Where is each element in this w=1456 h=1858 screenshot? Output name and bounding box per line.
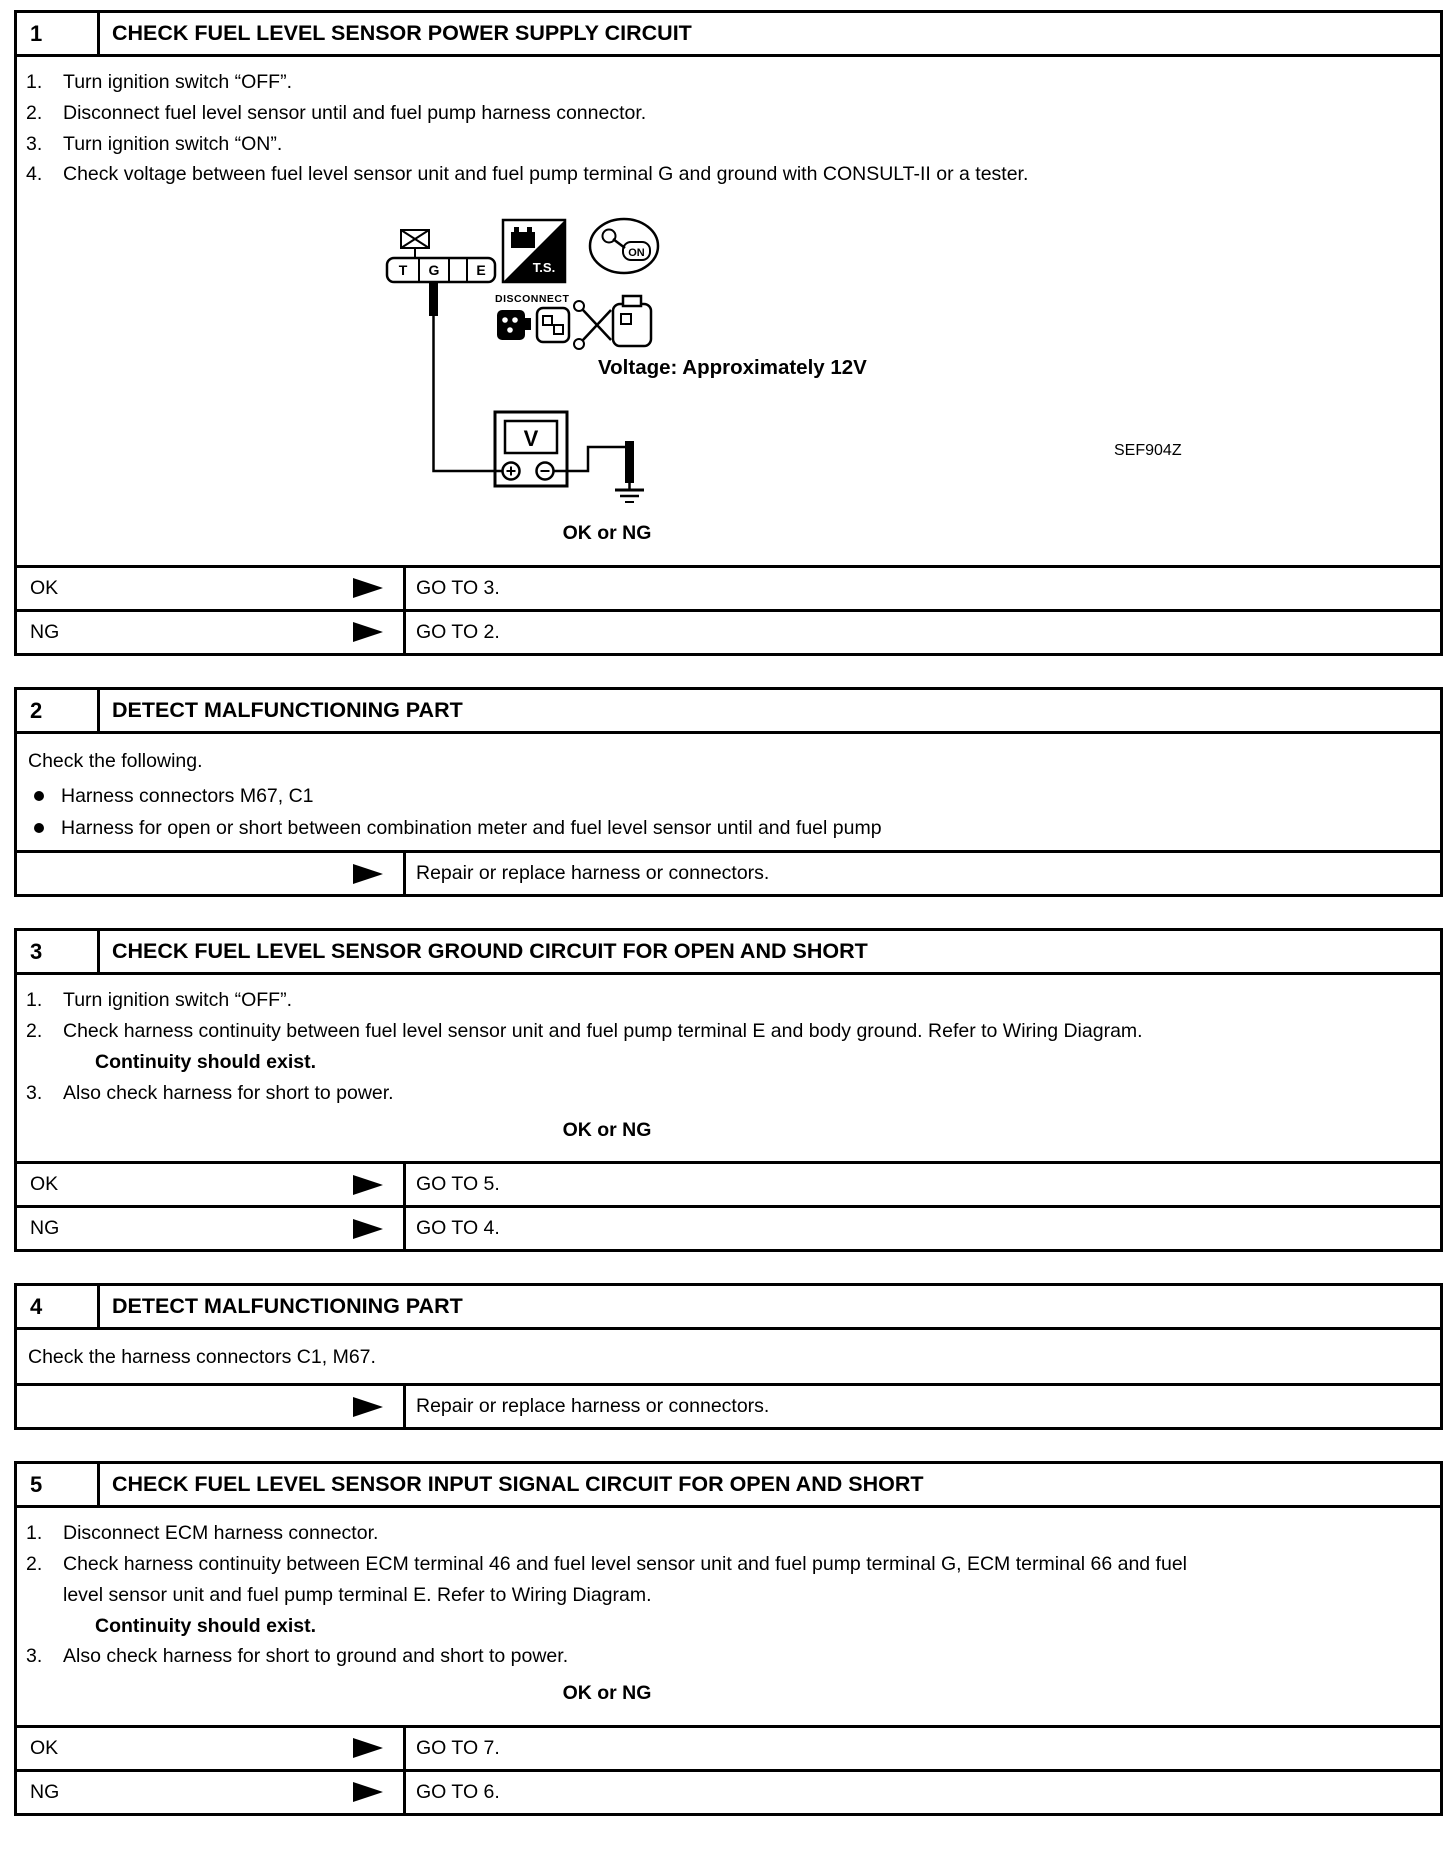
body-intro: Check the following. — [28, 749, 203, 772]
step-number: 1. — [26, 1522, 43, 1545]
action-row — [17, 1383, 1440, 1427]
pin-label-g: G — [428, 262, 440, 279]
bullet-text: Harness connectors M67, C1 — [61, 784, 314, 807]
result-arrow-icon — [339, 853, 403, 894]
connector-flag-icon — [401, 230, 429, 258]
result-label: NG — [30, 620, 60, 643]
figure-code: SEF904Z — [1114, 442, 1182, 460]
disconnect-label: DISCONNECT — [495, 293, 570, 306]
step-number: 3. — [26, 132, 43, 155]
bullet-icon — [34, 791, 44, 801]
section-4-title: DETECT MALFUNCTIONING PART — [112, 1294, 463, 1319]
result-label: OK — [30, 576, 59, 599]
result-action: GO TO 6. — [403, 1772, 1440, 1813]
step-text: Turn ignition switch “OFF”. — [63, 989, 292, 1012]
section-4-header — [17, 1286, 1440, 1330]
step-text: Turn ignition switch “OFF”. — [63, 71, 292, 93]
bullet-item — [26, 781, 1426, 812]
section-2-number: 2 — [17, 690, 100, 731]
result-arrow-icon — [339, 1772, 403, 1813]
step-item — [26, 1078, 1426, 1109]
step-item — [26, 1518, 1426, 1549]
voltmeter-icon — [495, 412, 567, 486]
step-number: 2. — [26, 101, 43, 124]
step-text: Check harness continuity between fuel level sensor unit and fuel pump terminal E and body ground. Refer to Wiring Diagram. — [63, 1020, 1143, 1043]
section-3-body — [17, 975, 1440, 1161]
section-5-body — [17, 1508, 1440, 1725]
result-arrow-icon — [339, 1386, 403, 1427]
step-number: 3. — [26, 1081, 43, 1104]
section-5-number: 5 — [17, 1464, 100, 1505]
result-action: GO TO 5. — [403, 1164, 1440, 1205]
section-5-title: CHECK FUEL LEVEL SENSOR INPUT SIGNAL CIRCUIT FOR OPEN AND SHORT — [112, 1472, 924, 1497]
result-action: Repair or replace harness or connectors. — [403, 1386, 1440, 1427]
step-text: Disconnect ECM harness connector. — [63, 1522, 379, 1545]
ignition-on-icon — [590, 219, 658, 273]
step-item — [26, 1641, 1426, 1672]
result-row-ng — [17, 1769, 1440, 1813]
section-1-header — [17, 13, 1440, 57]
step-text: Turn ignition switch “ON”. — [63, 132, 283, 155]
step-number: 1. — [26, 989, 43, 1012]
result-arrow-icon — [339, 612, 403, 653]
result-action: GO TO 2. — [403, 612, 1440, 653]
section-2-title: DETECT MALFUNCTIONING PART — [112, 697, 463, 722]
step-number: 1. — [26, 71, 43, 93]
ts-label: T.S. — [532, 260, 556, 276]
result-label: OK — [30, 1736, 59, 1759]
fuel-sensor-connector-icon — [387, 258, 495, 282]
section-4-body — [17, 1330, 1440, 1383]
step-number: 4. — [26, 163, 43, 186]
step-text: Also check harness for short to power. — [63, 1081, 394, 1104]
step-item — [26, 67, 1426, 98]
step-item — [26, 98, 1426, 129]
ok-or-ng-label: OK or NG — [562, 1682, 652, 1705]
pin-label-e: E — [476, 262, 486, 279]
section-3-number: 3 — [17, 931, 100, 972]
continuity-note: Continuity should exist. — [95, 1614, 317, 1637]
section-5-box — [14, 1461, 1443, 1816]
result-row-ng — [17, 609, 1440, 653]
step-text: Disconnect fuel level sensor until and fuel pump harness connector. — [63, 101, 647, 124]
section-2-header — [17, 690, 1440, 734]
result-arrow-icon — [339, 1208, 403, 1249]
probe-wire — [429, 282, 503, 471]
result-label-empty — [17, 853, 339, 894]
figure-diagram — [26, 194, 1426, 512]
step-text: Check voltage between fuel level sensor unit and fuel pump terminal G and ground with CONSULT-II or a tester. — [63, 163, 1029, 186]
section-1-number: 1 — [17, 13, 100, 54]
on-label: ON — [628, 247, 645, 260]
result-action: GO TO 3. — [403, 568, 1440, 609]
result-label: NG — [30, 1217, 60, 1240]
section-3-box — [14, 928, 1443, 1252]
section-2-box — [14, 687, 1443, 897]
bullet-text: Harness for open or short between combination meter and fuel level sensor until and fuel pump — [61, 816, 882, 839]
ok-or-ng-label: OK or NG — [562, 1118, 652, 1141]
scissors-connector-icon — [574, 296, 651, 349]
bullet-item — [26, 813, 1426, 844]
ts-tester-icon — [503, 220, 565, 282]
body-intro: Check the harness connectors C1, M67. — [28, 1346, 376, 1369]
step-text: Check harness continuity between ECM terminal 46 and fuel level sensor unit and fuel pump terminal G, ECM terminal 66 and fuel level sensor unit and fuel pump terminal E. Refer to Wiring Diagram. — [63, 1552, 1187, 1606]
result-label-empty — [17, 1386, 339, 1427]
step-item — [26, 1016, 1426, 1047]
meter-label: V — [523, 426, 539, 452]
result-action: GO TO 7. — [403, 1728, 1440, 1769]
section-2-body — [17, 734, 1440, 850]
disconnect-icon — [495, 293, 570, 342]
result-row-ok — [17, 1725, 1440, 1769]
step-item — [26, 129, 1426, 160]
continuity-note: Continuity should exist. — [95, 1050, 317, 1073]
step-text: Also check harness for short to ground and short to power. — [63, 1645, 569, 1668]
result-action: GO TO 4. — [403, 1208, 1440, 1249]
section-3-title: CHECK FUEL LEVEL SENSOR GROUND CIRCUIT FOR OPEN AND SHORT — [112, 939, 868, 964]
test-circuit-illustration — [383, 194, 705, 508]
ok-or-ng-label: OK or NG — [562, 522, 652, 545]
section-1-box — [14, 10, 1443, 656]
result-label: OK — [30, 1173, 59, 1196]
result-row-ng — [17, 1205, 1440, 1249]
section-1-body — [17, 57, 1440, 565]
result-arrow-icon — [339, 1164, 403, 1205]
step-number: 3. — [26, 1645, 43, 1668]
section-4-box — [14, 1283, 1443, 1430]
result-row-ok — [17, 565, 1440, 609]
result-action: Repair or replace harness or connectors. — [403, 853, 1440, 894]
result-arrow-icon — [339, 1728, 403, 1769]
action-row — [17, 850, 1440, 894]
step-item — [26, 159, 1426, 190]
step-item — [26, 1549, 1426, 1611]
section-1-title: CHECK FUEL LEVEL SENSOR POWER SUPPLY CIRCUIT — [112, 21, 692, 45]
step-number: 2. — [26, 1552, 43, 1575]
pin-label-t: T — [398, 262, 408, 279]
section-5-header — [17, 1464, 1440, 1508]
voltage-note: Voltage: Approximately 12V — [598, 356, 867, 380]
result-row-ok — [17, 1161, 1440, 1205]
step-item — [26, 985, 1426, 1016]
result-label: NG — [30, 1780, 60, 1803]
section-4-number: 4 — [17, 1286, 100, 1327]
result-arrow-icon — [339, 568, 403, 609]
bullet-icon — [34, 823, 44, 833]
step-number: 2. — [26, 1020, 43, 1043]
section-3-header — [17, 931, 1440, 975]
